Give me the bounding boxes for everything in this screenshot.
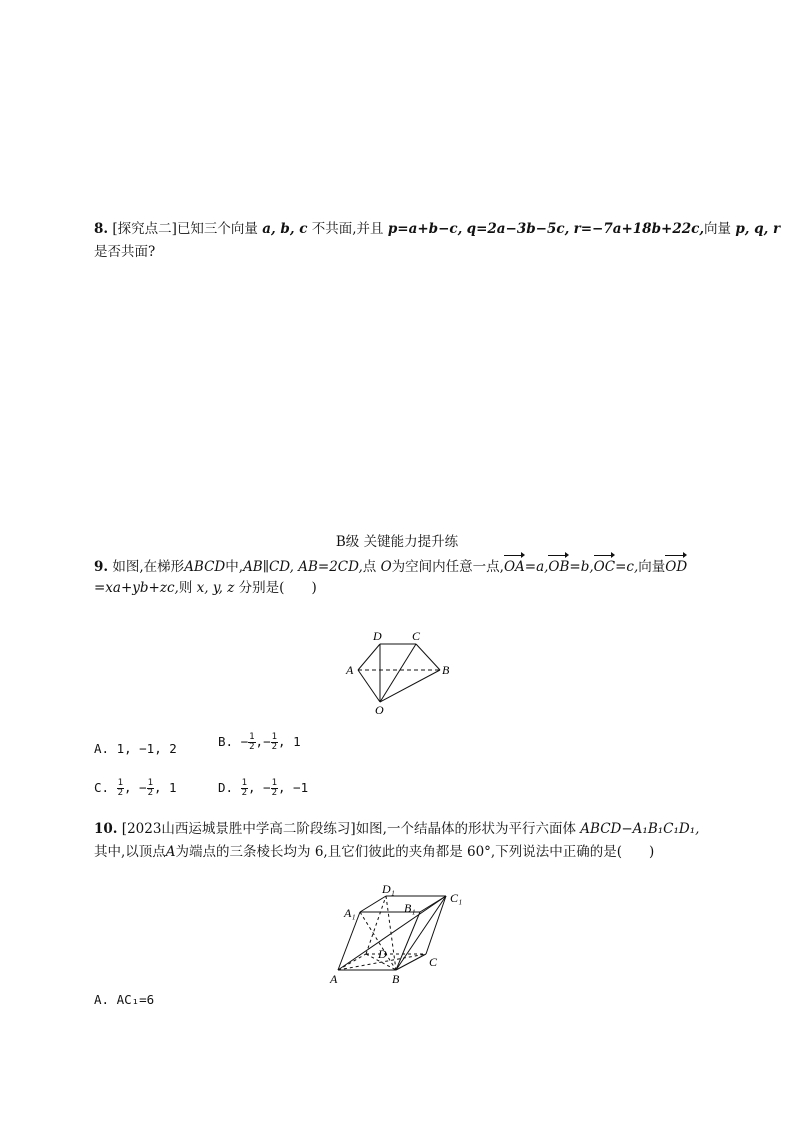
- label-d: D: [378, 947, 387, 961]
- numerator: 1: [249, 732, 255, 742]
- numerator: 1: [117, 778, 123, 788]
- denominator: 2: [147, 788, 153, 798]
- label-c: C: [412, 629, 421, 643]
- question-text: 已知三个向量: [176, 221, 258, 237]
- fraction: [117, 779, 124, 798]
- question-text: 为空间内任意一点,: [391, 559, 504, 575]
- numerator: 1: [271, 778, 277, 788]
- fraction: [147, 779, 154, 798]
- label-a1: A₁: [344, 906, 356, 920]
- question-text: 则: [178, 580, 193, 596]
- vector-od: OD: [665, 554, 687, 578]
- edge-cc1: [426, 896, 446, 954]
- question-text: 不共面,并且: [311, 221, 384, 237]
- edge-co: [380, 644, 416, 702]
- option-c[interactable]: [94, 779, 177, 798]
- question-source: [2023山西运城景胜中学高二阶段练习]: [121, 821, 356, 837]
- fraction: [241, 779, 248, 798]
- vector-oa: OA: [504, 554, 525, 578]
- math-expr-q: q=2a−3b−5c,: [466, 221, 570, 237]
- math-expr: =c,: [615, 559, 639, 575]
- question-text: 点: [362, 559, 377, 575]
- question-9-line-1: [94, 554, 687, 578]
- separator: , −: [124, 780, 147, 795]
- option-a-q10[interactable]: A. AC₁=6: [94, 992, 155, 1007]
- edge-a1d1: [360, 896, 386, 912]
- option-label: B.: [218, 734, 241, 749]
- question-tag: [探究点二]: [112, 221, 177, 237]
- question-number: 9.: [94, 559, 109, 575]
- question-text: 分别是( ): [238, 580, 317, 596]
- label-a: A: [346, 663, 354, 677]
- question-10-line-2: [94, 841, 654, 863]
- edge-cb: [416, 644, 440, 670]
- label-c: C: [429, 955, 438, 969]
- label-d: D: [373, 629, 382, 643]
- label-b: B: [392, 972, 400, 986]
- option-tail: , 1: [278, 734, 301, 749]
- option-tail: , 1: [154, 780, 177, 795]
- minus-sign: −: [240, 734, 249, 749]
- denominator: 2: [249, 742, 255, 752]
- label-o: O: [375, 703, 384, 717]
- denominator: 2: [271, 788, 277, 798]
- label-d1: D₁: [382, 882, 395, 896]
- question-text: 中,: [225, 559, 244, 575]
- math-var: O: [380, 559, 392, 575]
- label-a: A: [330, 972, 338, 986]
- option-d[interactable]: [218, 779, 308, 798]
- math-expr-r: r=−7a+18b+22c,: [573, 221, 705, 237]
- question-number: 8.: [94, 221, 109, 237]
- math-expr: =xa+yb+zc,: [94, 580, 179, 596]
- option-tail: , −1: [278, 780, 309, 795]
- label-b1: B₁: [404, 901, 416, 915]
- fraction: [271, 779, 278, 798]
- denominator: 2: [241, 788, 247, 798]
- label-c1: C₁: [450, 891, 463, 905]
- trapezoid-figure: [340, 624, 460, 719]
- label-b: B: [442, 663, 450, 677]
- vector-ob: OB: [548, 554, 569, 578]
- question-text: 如图,在梯形: [112, 559, 185, 575]
- edge-aa1: [338, 912, 360, 970]
- edge-ao: [358, 670, 380, 702]
- math-expr: =b,: [569, 559, 594, 575]
- numerator: 1: [241, 778, 247, 788]
- fraction: [248, 733, 255, 752]
- question-text: 为端点的三条棱长均为 6,且它们彼此的夹角都是 60°,下列说法中正确的是( ): [175, 844, 655, 860]
- math-var: ABCD: [184, 559, 226, 575]
- edge-dd1-hidden: [366, 896, 386, 954]
- question-text: 向量: [638, 559, 666, 575]
- parallelepiped-figure: [326, 882, 476, 990]
- option-b[interactable]: B. − $\frac{1}{2}$ ,− $\frac{1}{2}$ , 1: [218, 732, 301, 752]
- diag-a1b-hidden: [360, 912, 396, 970]
- math-expr: ABCD−A₁B₁C₁D₁,: [580, 821, 700, 837]
- fraction: [271, 733, 278, 752]
- math-vars: a, b, c: [262, 221, 308, 237]
- numerator: 1: [147, 778, 153, 788]
- question-text: 如图,一个结晶体的形状为平行六面体: [355, 821, 576, 837]
- math-var: A: [165, 844, 176, 860]
- question-text: 其中,以顶点: [94, 844, 166, 860]
- section-title: B级 关键能力提升练: [335, 534, 459, 550]
- question-8-line-1: [94, 218, 780, 240]
- numerator: 1: [271, 732, 278, 742]
- option-label: C.: [94, 780, 117, 795]
- question-8-line-2: 是否共面?: [94, 244, 156, 260]
- denominator: 2: [271, 742, 278, 752]
- question-10-line-1: [94, 818, 699, 840]
- diag-d1b-hidden: [386, 896, 396, 970]
- option-label: D.: [218, 780, 241, 795]
- denominator: 2: [117, 788, 123, 798]
- option-a[interactable]: A. 1, −1, 2: [94, 741, 177, 756]
- separator: , −: [248, 780, 271, 795]
- math-expr: AB∥CD, AB=2CD,: [243, 559, 363, 575]
- edge-bo: [380, 670, 440, 702]
- math-expr-p: p=a+b−c,: [387, 221, 463, 237]
- question-number: 10.: [94, 821, 118, 837]
- math-vars: p, q, r: [735, 221, 781, 237]
- question-text: 向量: [704, 221, 732, 237]
- vector-oc: OC: [594, 554, 615, 578]
- math-vars: x, y, z: [196, 580, 235, 596]
- question-9-line-2: [94, 577, 317, 599]
- math-expr: =a,: [524, 559, 549, 575]
- edge-da: [358, 644, 380, 670]
- edge-bb1: [396, 912, 420, 970]
- minus-sign: −: [263, 734, 271, 749]
